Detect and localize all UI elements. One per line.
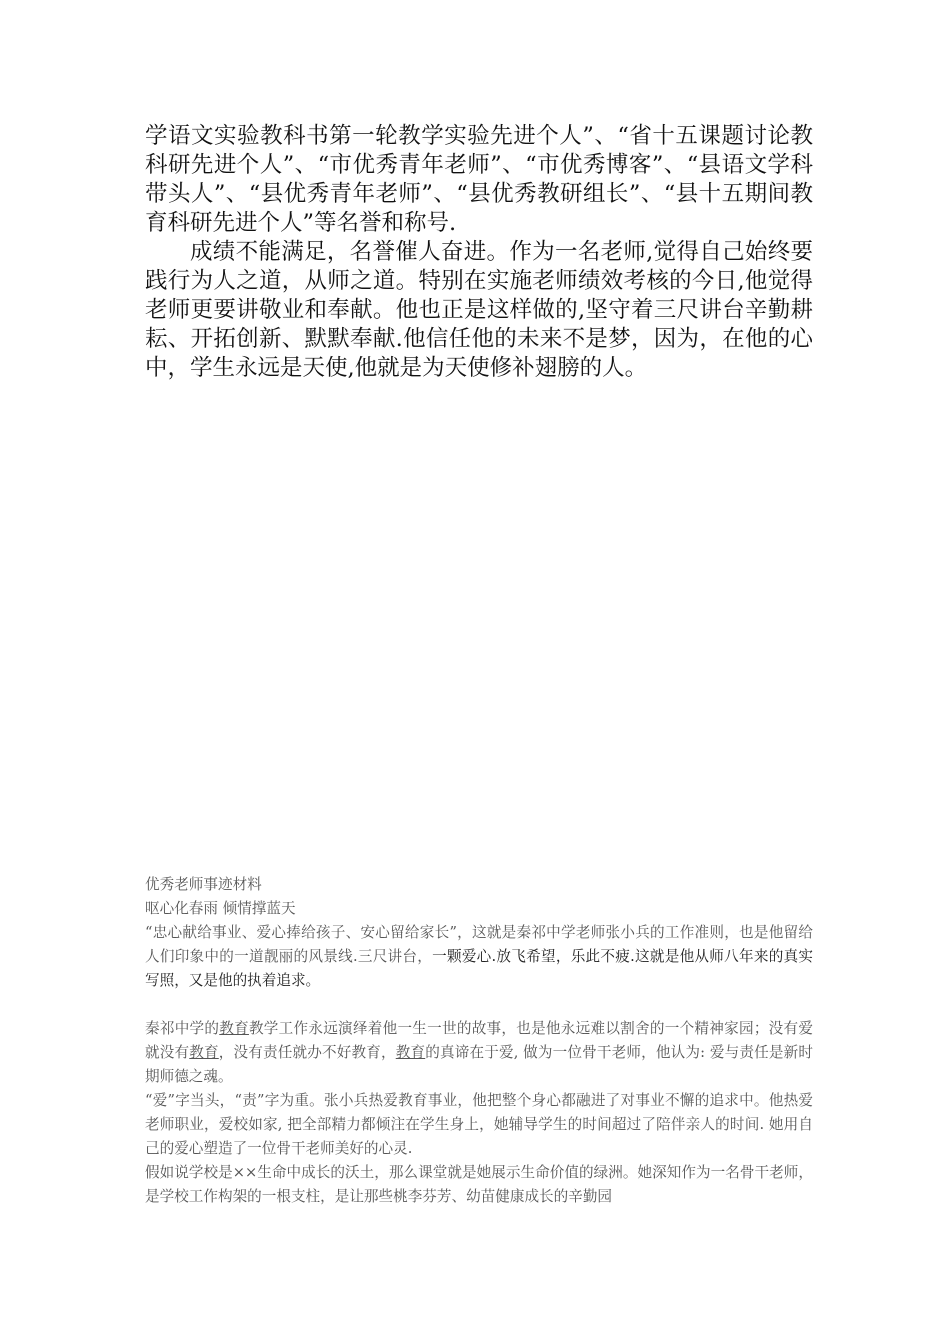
intro-text-b: 一颗爱心.放飞希望，乐此不疲.这就是他从师八年来的真实写照，又是他的执着追求。 xyxy=(145,948,813,989)
love-responsibility-paragraph: “爱”字当头，“责”字为重。张小兵热爱教育事业，他把整个身心都融进了对事业不懈的追求中。他热爱老师职业，爱校如家, 把全部精力都倾注在学生身上，她辅导学生的时间超过了陪伴亲人的时间. 她用自己的爱心塑造了一位骨干老师美好的心灵. xyxy=(145,1092,813,1157)
education-link-3[interactable]: 教育 xyxy=(395,1044,426,1061)
p2-text-d: 的真谛在于爱, 做为一位骨干老师，他认为: 爱与责任是新时期师德之魂。 xyxy=(145,1044,813,1085)
p2-text-a: 秦祁中学的 xyxy=(145,1020,220,1037)
education-link-1[interactable]: 教育 xyxy=(219,1020,249,1037)
paragraph-gap xyxy=(145,993,813,1017)
achievement-paragraph: 成绩不能满足，名誉催人奋进。作为一名老师,觉得自己始终要践行为人之道，从师之道。特别在实施老师绩效考核的今日,他觉得老师更要讲敬业和奉献。他也正是这样做的,坚守着三尺讲台辛勤耕耘、开拓创新、默默奉献.他信任他的未来不是梦，因为，在他的心中，学生永远是天使,他就是为天使修补翅膀的人。 xyxy=(145,239,813,381)
school-soil-paragraph: 假如说学校是××生命中成长的沃土，那么课堂就是她展示生命价值的绿洲。她深知作为一名骨干老师，是学校工作构架的一根支柱，是让那些桃李芬芳、幼苗健康成长的辛勤园 xyxy=(145,1164,813,1205)
p2-text-c: ，没有责任就办不好教育， xyxy=(218,1044,396,1061)
honors-paragraph: 学语文实验教科书第一轮教学实验先进个人”、“省十五课题讨论教科研先进个人”、“市优秀青年老师”、“市优秀博客”、“县语文学科带头人”、“县优秀青年老师”、“县优秀教研组长”、“县十五期间教育科研先进个人”等名誉和称号. xyxy=(145,123,813,236)
p2-text-b: 教学工作永远演绎着他一生一世的故事，也是他永远难以割舍的一个精神家园；没有爱就没有 xyxy=(145,1020,813,1061)
article-subtitle: 呕心化春雨 倾情撑蓝天 xyxy=(145,900,296,917)
intro-text-a: “忠心献给事业、爱心捧给孩子、安心留给家长”，这就是秦祁中学老师张小兵的工作准则，也是他留给人们印象中的一道靓丽的风景线.三尺讲台， xyxy=(145,924,813,965)
article-block xyxy=(145,873,813,1209)
education-paragraph xyxy=(145,1017,813,1089)
main-text-block xyxy=(145,122,813,383)
education-link-2[interactable]: 教育 xyxy=(189,1044,219,1061)
article-title: 优秀老师事迹材料 xyxy=(145,876,262,893)
intro-paragraph xyxy=(145,921,813,993)
